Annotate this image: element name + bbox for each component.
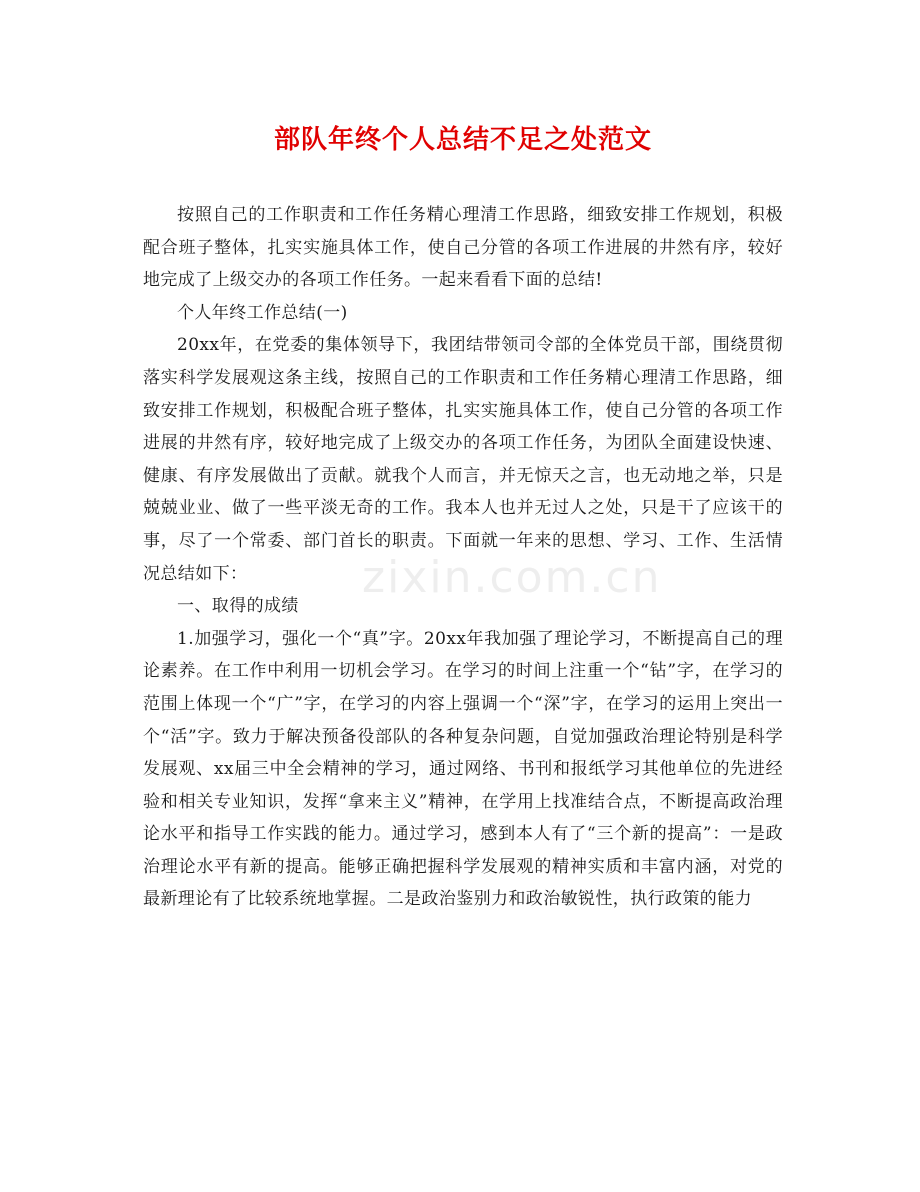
document-title: 部队年终个人总结不足之处范文 (273, 125, 652, 155)
paragraph-overview: 20xx年，在党委的集体领导下，我团结带领司令部的全体党员干部，围绕贯彻落实科学发展观这条主线，按照自己的工作职责和工作任务精心理清工作思路，细致安排工作规划，积极配合班子整体，扎实实施具体工作，使自己分管的各项工作进展的井然有序，较好地完成了上级交办的各项工作任务，为团队全面建设快速、健康、有序发展做出了贡献。就我个人而言，并无惊天之言，也无动地之举，只是兢兢业业、做了一些平淡无奇的工作。我本人也并无过人之处，只是干了应该干的事，尽了一个常委、部门首长的职责。下面就一年来的思想、学习、工作、生活情况总结如下： (143, 335, 783, 584)
watermark-text: zixin.com.cn (362, 552, 662, 603)
section-heading-achievements: 一、取得的成绩 (177, 596, 299, 617)
document-page (143, 0, 783, 1192)
paragraph-study: 1.加强学习，强化一个“真”字。20xx年我加强了理论学习，不断提高自己的理论素养。在工作中利用一切机会学习。在学习的时间上注重一个“钻”字，在学习的范围上体现一个“广”字，在学习的内容上强调一个“深”字，在学习的运用上突出一个“活”字。致力于解决预备役部队的各种复杂问题，自觉加强政治理论特别是科学发展观、xx届三中全会精神的学习，通过网络、书刊和报纸学习其他单位的先进经验和相关专业知识，发挥“拿来主义”精神，在学用上找准结合点，不断提高政治理论水平和指导工作实践的能力。通过学习，感到本人有了“三个新的提高”：一是政治理论水平有新的提高。能够正确把握科学发展观的精神实质和丰富内涵，对党的最新理论有了比较系统地掌握。二是政治鉴别力和政治敏锐性，执行政策的能力 (143, 628, 783, 910)
document-body (143, 199, 783, 916)
section-heading-summary-one: 个人年终工作总结(一) (177, 302, 348, 323)
paragraph-intro: 按照自己的工作职责和工作任务精心理清工作思路，细致安排工作规划，积极配合班子整体，扎实实施具体工作，使自己分管的各项工作进展的井然有序，较好地完成了上级交办的各项工作任务。一起来看看下面的总结! (143, 205, 783, 291)
